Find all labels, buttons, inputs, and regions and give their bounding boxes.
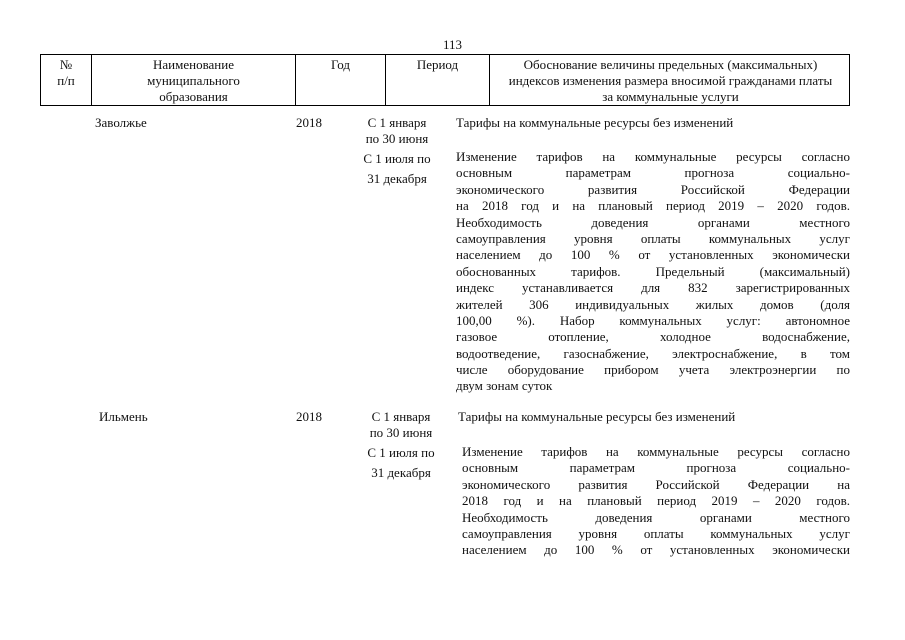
header-col-number xyxy=(41,55,91,105)
period-line: 31 декабря xyxy=(367,171,427,186)
row-basis-long xyxy=(462,444,850,559)
row-year: 2018 xyxy=(296,409,322,424)
period-line: С 1 января xyxy=(371,409,431,424)
text-line: населением до 100 % от установленных экономически xyxy=(462,542,850,558)
header-col-name xyxy=(91,55,295,105)
period-line: С 1 июля по xyxy=(363,151,431,166)
header-text: Обоснование величины предельных (максимальных) xyxy=(523,57,818,72)
row-basis-long xyxy=(456,149,850,395)
row-period-second-half xyxy=(352,149,442,189)
row-period-first-half xyxy=(352,115,442,148)
period-line: 31 декабря xyxy=(371,465,431,480)
text-line: Изменение тарифов на коммунальные ресурсы согласно xyxy=(462,444,850,459)
text-line: 2018 год и на плановый период 2019 – 2020 годов. xyxy=(462,493,850,509)
header-text: индексов изменения размера вносимой гражданами платы xyxy=(508,73,833,88)
text-line: жителей 306 индивидуальных жилых домов (доля xyxy=(456,296,850,312)
row-name: Ильмень xyxy=(99,409,148,424)
text-line: обоснованных тарифов. Предельный (максимальный) xyxy=(456,263,850,279)
header-text: Период xyxy=(416,57,459,72)
text-line: населением до 100 % от установленных экономически xyxy=(456,247,850,263)
period-line: С 1 июля по xyxy=(367,445,435,460)
text-line: самоуправления уровня оплаты коммунальных услуг xyxy=(456,230,850,246)
text-line: 100,00 %). Набор коммунальных услуг: автономное xyxy=(456,312,850,328)
header-text: муниципального xyxy=(147,73,240,88)
text-line: числе оборудование прибором учета электроэнергии по xyxy=(456,362,850,378)
row-name: Заволжье xyxy=(95,115,147,130)
row-basis-short: Тарифы на коммунальные ресурсы без изменений xyxy=(458,409,736,424)
row-year: 2018 xyxy=(296,115,322,130)
text-line: Изменение тарифов на коммунальные ресурсы согласно xyxy=(456,149,850,164)
row-basis-short: Тарифы на коммунальные ресурсы без изменений xyxy=(456,115,734,130)
row-period-first-half xyxy=(356,409,446,442)
text-line: экономического развития Российской Федерации на xyxy=(462,476,850,492)
text-line: водоотведение, газоснабжение, электроснабжение, в том xyxy=(456,345,850,361)
page-number: 113 xyxy=(442,37,463,52)
text-line: газовое отопление, холодное водоснабжение, xyxy=(456,329,850,345)
period-line: по 30 июня xyxy=(365,131,429,147)
period-line: по 30 июня xyxy=(369,425,433,441)
text-line: основным параметрам прогноза социально- xyxy=(462,460,850,476)
header-text: Наименование xyxy=(153,57,234,72)
table-header xyxy=(40,54,850,106)
text-line: Необходимость доведения органами местного xyxy=(462,509,850,525)
header-col-period xyxy=(385,55,489,105)
text-line: самоуправления уровня оплаты коммунальных услуг xyxy=(462,525,850,541)
period-line: С 1 января xyxy=(367,115,427,130)
header-text: образования xyxy=(159,89,228,104)
row-period-second-half xyxy=(356,443,446,483)
header-text: за коммунальные услуги xyxy=(602,89,739,104)
text-line: основным параметрам прогноза социально- xyxy=(456,165,850,181)
header-col-year xyxy=(295,55,385,105)
header-col-basis xyxy=(489,55,851,105)
text-line: экономического развития Российской Федерации xyxy=(456,181,850,197)
text-line: двум зонам суток xyxy=(456,378,553,394)
header-text: № xyxy=(59,57,73,72)
text-line: индекс устанавливается для 832 зарегистрированных xyxy=(456,280,850,296)
text-line: на 2018 год и на плановый период 2019 – 2020 годов. xyxy=(456,198,850,214)
header-text: Год xyxy=(330,57,351,72)
text-line: Необходимость доведения органами местного xyxy=(456,214,850,230)
header-text: п/п xyxy=(57,73,75,88)
